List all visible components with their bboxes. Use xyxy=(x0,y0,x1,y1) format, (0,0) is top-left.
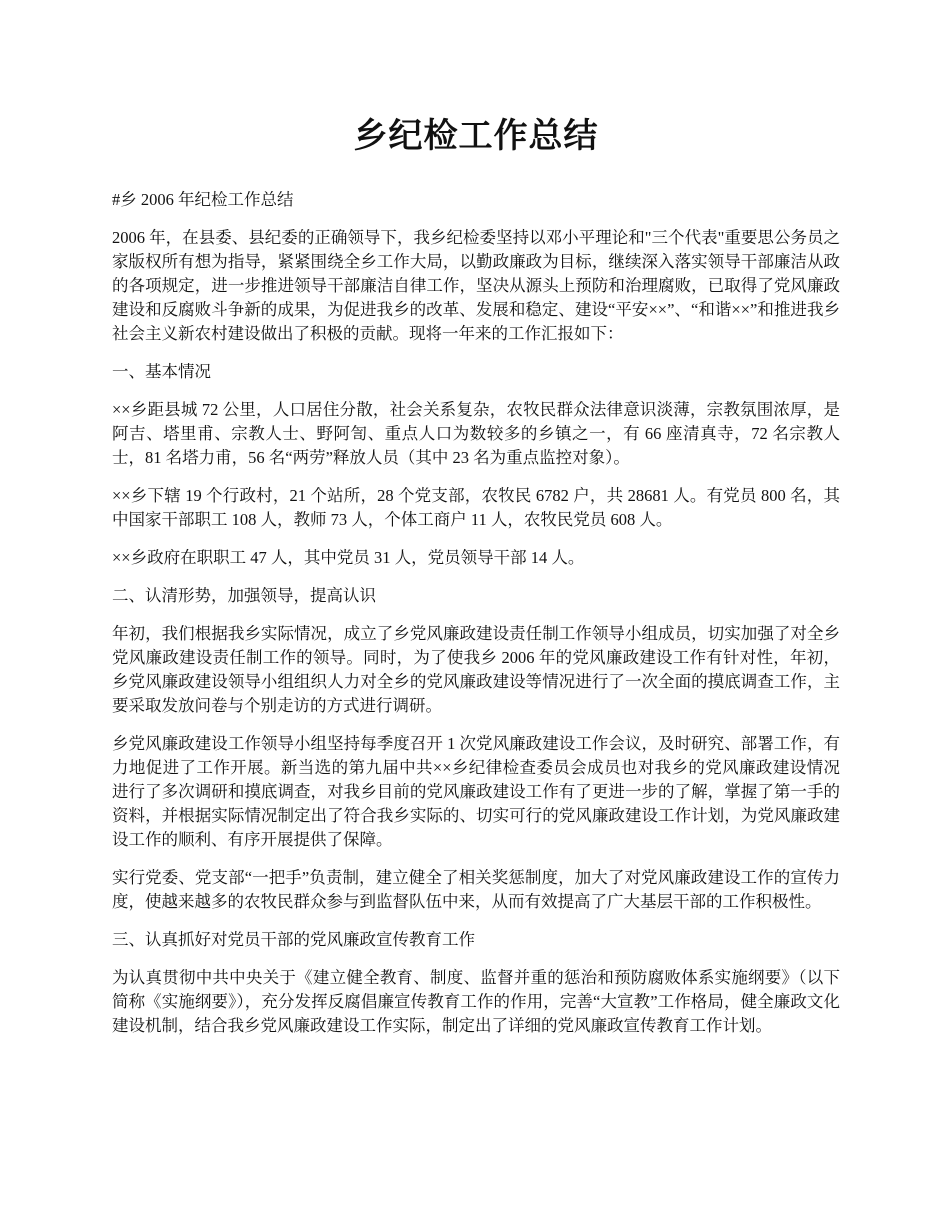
leadership-paragraph-2: 乡党风廉政建设工作领导小组坚持每季度召开 1 次党风廉政建设工作会议，及时研究、部署工作，有力地促进了工作开展。新当选的第九届中共××乡纪律检查委员会成员也对我乡的党风廉政建设情况进行了多次调研和摸底调查，对我乡目前的党风廉政建设工作有了更进一步的了解，掌握了第一手的资料，并根据实际情况制定出了符合我乡实际的、切实可行的党风廉政建设工作计划，为党风廉政建设工作的顺利、有序开展提供了保障。 xyxy=(112,734,840,849)
document-subtitle: #乡 2006 年纪检工作总结 xyxy=(112,190,294,209)
education-paragraph-1: 为认真贯彻中共中央关于《建立健全教育、制度、监督并重的惩治和预防腐败体系实施纲要》（以下简称《实施纲要》），充分发挥反腐倡廉宣传教育工作的作用，完善“大宣教”工作格局，健全廉政文化建设机制，结合我乡党风廉政建设工作实际，制定出了详细的党风廉政宣传教育工作计划。 xyxy=(112,968,840,1035)
section-heading-leadership: 二、认清形势，加强领导，提高认识 xyxy=(112,586,376,605)
section-heading-education: 三、认真抓好对党员干部的党风廉政宣传教育工作 xyxy=(112,930,475,949)
intro-paragraph: 2006 年，在县委、县纪委的正确领导下，我乡纪检委坚持以邓小平理论和"三个代表"重要思公务员之家版权所有想为指导，紧紧围绕全乡工作大局，以勤政廉政为目标，继续深入落实领导干部廉洁从政的各项规定，进一步推进领导干部廉洁自律工作，坚决从源头上预防和治理腐败，已取得了党风廉政建设和反腐败斗争新的成果，为促进我乡的改革、发展和稳定、建设“平安××”、“和谐××”和推进我乡社会主义新农村建设做出了积极的贡献。现将一年来的工作汇报如下： xyxy=(112,228,841,343)
basic-situation-paragraph-3: ××乡政府在职职工 47 人，其中党员 31 人，党员领导干部 14 人。 xyxy=(112,548,585,567)
document-title: 乡纪检工作总结 xyxy=(353,116,599,156)
basic-situation-paragraph-1: ××乡距县城 72 公里，人口居住分散，社会关系复杂，农牧民群众法律意识淡薄，宗教氛围浓厚，是阿吉、塔里甫、宗教人士、野阿訇、重点人口为数较多的乡镇之一，有 66 座清真寺，72 名宗教人士，81 名塔力甫，56 名“两劳”释放人员（其中 23 名为重点监控对象）。 xyxy=(112,400,841,467)
document-page xyxy=(112,108,840,1052)
leadership-paragraph-3: 实行党委、党支部“一把手”负责制，建立健全了相关奖惩制度，加大了对党风廉政建设工作的宣传力度，使越来越多的农牧民群众参与到监督队伍中来，从而有效提高了广大基层干部的工作积极性。 xyxy=(112,868,840,911)
basic-situation-paragraph-2: ××乡下辖 19 个行政村，21 个站所，28 个党支部，农牧民 6782 户，共 28681 人。有党员 800 名，其中国家干部职工 108 人，教师 73 人，个体工商户 11 人，农牧民党员 608 人。 xyxy=(112,486,840,529)
leadership-paragraph-1: 年初，我们根据我乡实际情况，成立了乡党风廉政建设责任制工作领导小组成员，切实加强了对全乡党风廉政建设责任制工作的领导。同时，为了使我乡 2006 年的党风廉政建设工作有针对性，年初，乡党风廉政建设领导小组组织人力对全乡的党风廉政建设等情况进行了一次全面的摸底调查工作，主要采取发放问卷与个别走访的方式进行调研。 xyxy=(112,624,840,715)
section-heading-basic-situation: 一、基本情况 xyxy=(112,362,211,381)
